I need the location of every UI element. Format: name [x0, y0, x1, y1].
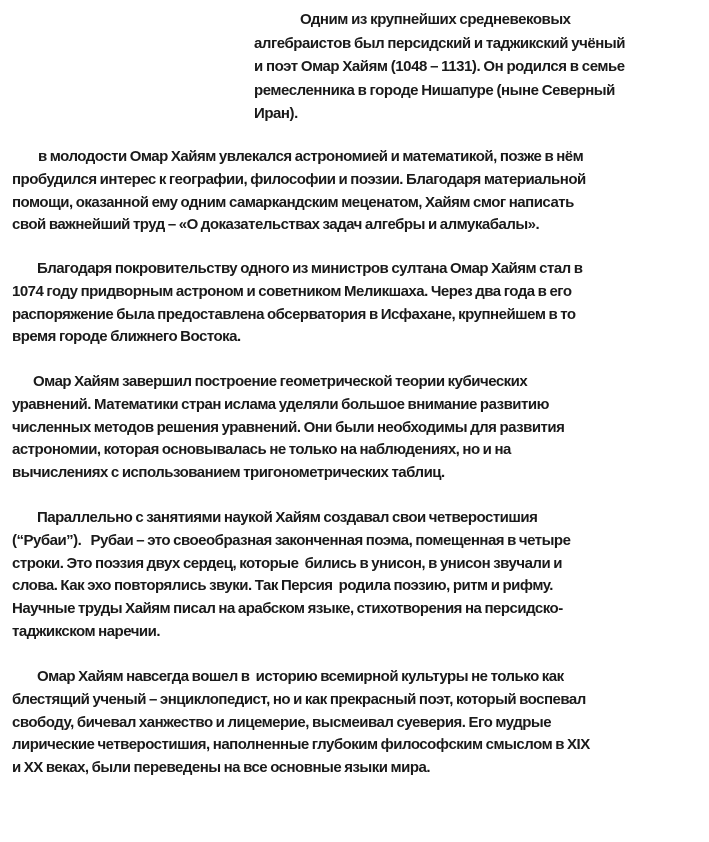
text-line: распоряжение была предоставлена обсерватория в Исфахане, крупнейшем в то [12, 305, 576, 323]
paragraph-rubai [12, 507, 694, 644]
text-line: время городе ближнего Востока. [12, 328, 241, 346]
text-line: строки. Это поэзия двух сердец, которые бились в унисон, в унисон звучали и [12, 554, 562, 572]
text-line: свободу, бичевал ханжество и лицемерие, высмеивал суеверия. Его мудрые [12, 713, 552, 731]
text-line: Благодаря покровительству одного из министров султана Омар Хайям стал в [37, 260, 583, 277]
text-line: Омар Хайям завершил построение геометрической теории кубических [33, 373, 528, 390]
text-line: Омар Хайям навсегда вошел в историю всемирной культуры не только как [37, 668, 564, 685]
text-line: 1074 году придворным астроном и советником Меликшаха. Через два года в его [12, 282, 572, 300]
text-line: и XX веках, были переведены на все основные языки мира. [12, 759, 431, 777]
text-line: и поэт Омар Хайям (1048 – 1131). Он родился в семье [254, 58, 625, 75]
text-line: (“Рубаи”). Рубаи – это своеобразная законченная поэма, помещенная в четыре [12, 531, 571, 549]
text-line: уравнений. Математики стран ислама уделяли большое внимание развитию [12, 395, 549, 413]
text-line: помощи, оказанной ему одним самаркандским меценатом, Хайям смог написать [12, 193, 574, 211]
text-line: таджикском наречии. [12, 622, 161, 640]
text-line: Одним из крупнейших средневековых [300, 11, 571, 28]
text-line: лирические четверостишия, наполненные глубоким философским смыслом в XIX [12, 736, 590, 754]
text-line: Научные труды Хайям писал на арабском языке, стихотворения на персидско- [12, 600, 563, 618]
paragraph-legacy [12, 666, 694, 780]
paragraph-court-astronomer [12, 258, 694, 349]
text-line: вычислениях с использованием тригонометрических таблиц. [12, 464, 445, 482]
text-line: астрономии, которая основывалась не только на наблюдениях, но и на [12, 441, 511, 459]
paragraph-youth [12, 146, 694, 237]
text-line: свой важнейший труд – «О доказательствах задач алгебры и алмукабалы». [12, 216, 540, 234]
text-line: в молодости Омар Хайям увлекался астрономией и математикой, позже в нём [38, 148, 584, 165]
paragraph-cubic-equations [12, 371, 694, 485]
text-line: численных методов решения уравнений. Они были необходимы для развития [12, 418, 565, 436]
text-line: слова. Как эхо повторялись звуки. Так Персия родила поэзию, ритм и рифму. [12, 577, 553, 595]
intro-paragraph [254, 8, 696, 126]
text-line: Параллельно с занятиями наукой Хайям создавал свои четверостишия [37, 509, 538, 526]
text-line: алгебраистов был персидский и таджикский учёный [254, 34, 626, 52]
text-line: пробудился интерес к географии, философии и поэзии. Благодаря материальной [12, 170, 586, 188]
text-line: Иран). [254, 105, 298, 122]
text-line: ремесленника в городе Нишапуре (ныне Северный [254, 81, 615, 99]
text-line: блестящий ученый – энциклопедист, но и как прекрасный поэт, который воспевал [12, 690, 586, 708]
